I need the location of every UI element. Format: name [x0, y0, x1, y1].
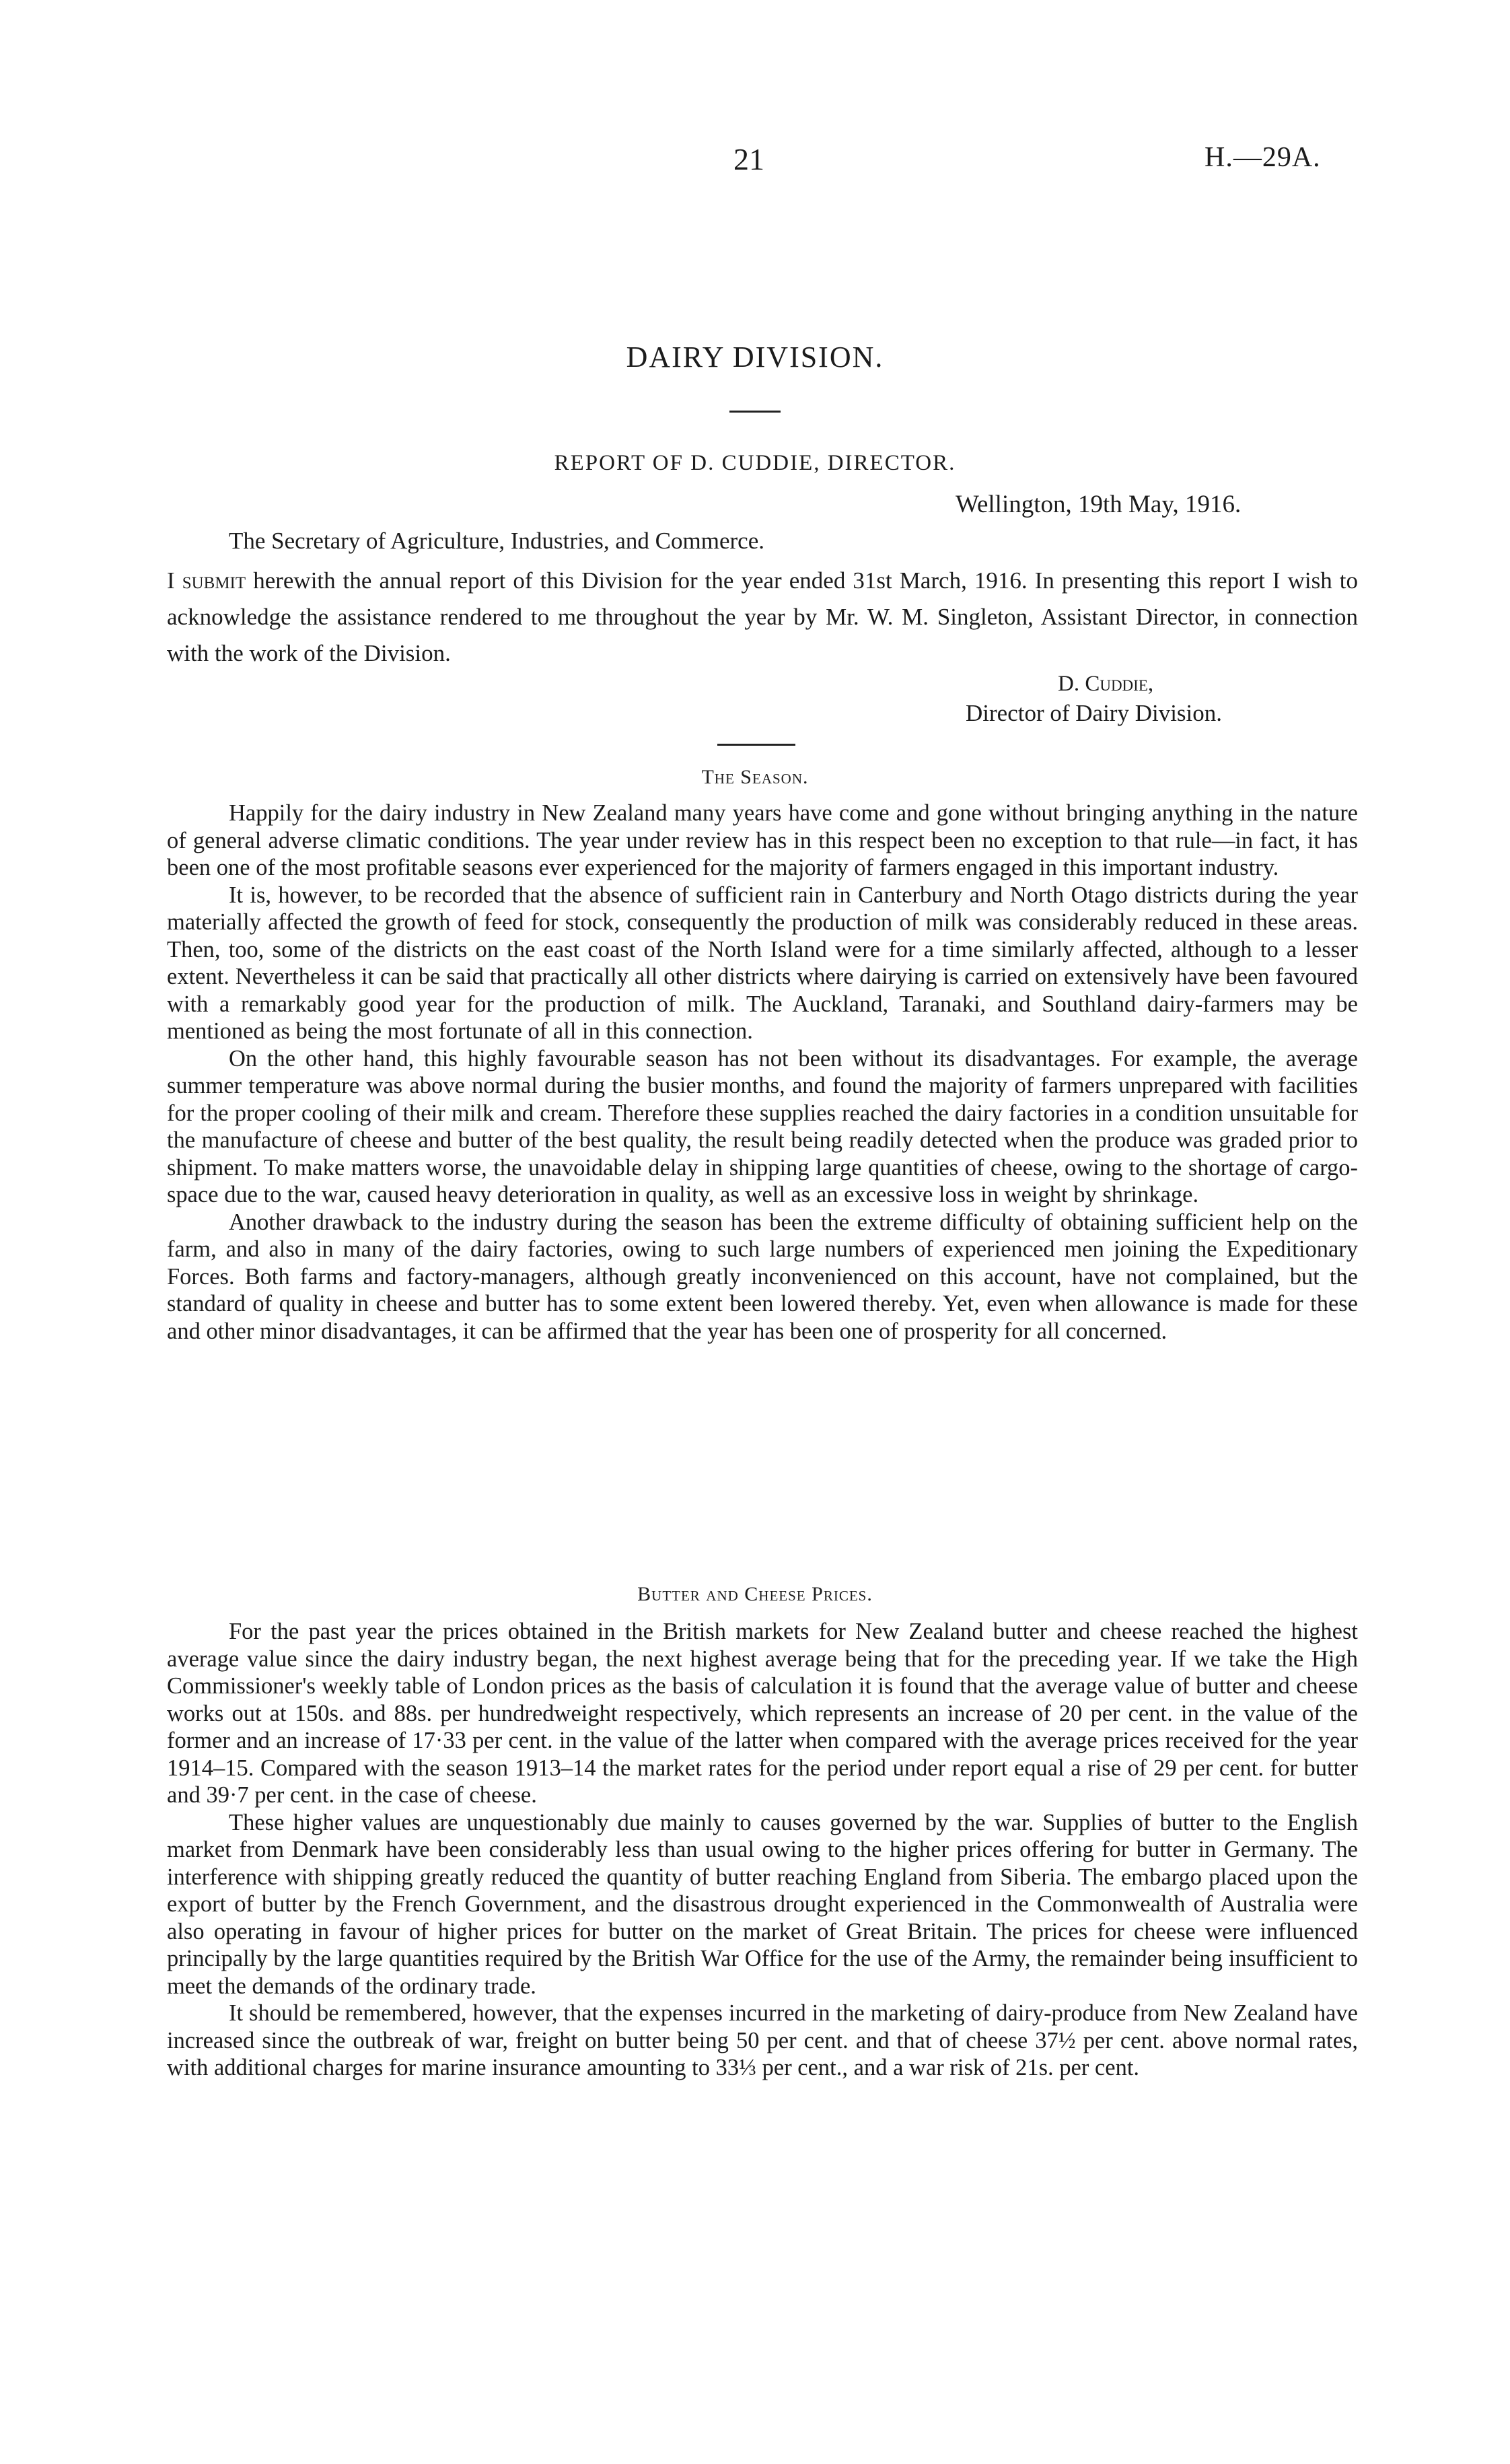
signature-title: Director of Dairy Division.	[966, 700, 1223, 726]
paragraph: It should be remembered, however, that the expenses incurred in the marketing of dairy-produce from New Zealand have increased since the outbreak of war, freight on butter being 50 per cent. and that of cheese 37½ per cent. above normal rates, with additional charges for marine insurance amounting to 33⅓ per cent., and a war risk of 21s. per cent.	[167, 2000, 1358, 2080]
addressee: The Secretary of Agriculture, Industries, and Commerce.	[229, 528, 764, 554]
paragraph: For the past year the prices obtained in the British markets for New Zealand butter and cheese reached the highest average value since the dairy industry began, the next highest average being that for the preceding year. If we take the High Commissioner's weekly table of London prices as the basis of calculation it is found that the average value of butter and cheese works out at 150s. and 88s. per hundredweight respectively, which represents an increase of 20 per cent. in the value of the former and an increase of 17·33 per cent. in the value of the latter when compared with the average prices received for the year 1914–15. Compared with the season 1913–14 the market rates for the period under report equal a rise of 29 per cent. for butter and 39·7 per cent. in the case of cheese.	[167, 1619, 1358, 1808]
report-heading: REPORT OF D. CUDDIE, DIRECTOR.	[554, 451, 956, 475]
intro-lead-word: I submit	[167, 567, 246, 594]
intro-paragraph	[167, 563, 1358, 672]
signature-name: D. Cuddie,	[1058, 672, 1154, 696]
page-number: 21	[733, 142, 764, 176]
paragraph: On the other hand, this highly favourable season has not been without its disadvantages. For example, the average summer temperature was above normal during the busier months, and found the majority of farmers unprepared with facilities for the proper cooling of their milk and cream. Therefore these supplies reached the dairy factories in a condition unsuitable for the manufacture of cheese and butter of the best quality, the result being readily detected when the produce was graded prior to shipment. To make matters worse, the unavoidable delay in shipping large quantities of cheese, owing to the shortage of cargo-space due to the war, caused heavy deterioration in quality, as well as an excessive loss in weight by shrinkage.	[167, 1045, 1358, 1207]
document-reference: H.—29A.	[1205, 142, 1321, 173]
page-title: DAIRY DIVISION.	[626, 341, 884, 374]
season-section	[167, 800, 1358, 1345]
section-heading-season: The Season.	[701, 766, 809, 788]
prices-section	[167, 1618, 1358, 2082]
paragraph: These higher values are unquestionably due mainly to causes governed by the war. Supplies of butter to the English market from Denmark have been considerably less than usual owing to the higher prices offering for butter in Germany. The interference with shipping greatly reduced the quantity of butter reaching England from Siberia. The embargo placed upon the export of butter by the French Government, and the disastrous drought experienced in the Commonwealth of Australia were also operating in favour of higher prices for butter on the market of Great Britain. The prices for cheese were influenced principally by the large quantities required by the British War Office for the use of the Army, the remainder being insufficient to meet the demands of the ordinary trade.	[167, 1809, 1358, 1999]
paragraph: Another drawback to the industry during the season has been the extreme difficulty of obtaining sufficient help on the farm, and also in many of the dairy factories, owing to such large numbers of experienced men joining the Expeditionary Forces. Both farms and factory-managers, although greatly inconvenienced on this account, have not complained, but the standard of quality in cheese and butter has to some extent been lowered thereby. Yet, even when allowance is made for these and other minor disadvantages, it can be affirmed that the year has been one of prosperity for all concerned.	[167, 1209, 1358, 1344]
date-line: Wellington, 19th May, 1916.	[956, 491, 1242, 518]
intro-text: herewith the annual report of this Division for the year ended 31st March, 1916. In presenting this report I wish to acknowledge the assistance rendered to me throughout the year by Mr. W. M. Singleton, Assistant Director, in connection with the work of the Division.	[167, 567, 1358, 666]
paragraph: It is, however, to be recorded that the absence of sufficient rain in Canterbury and North Otago districts during the year materially affected the growth of feed for stock, consequently the production of milk was considerably reduced in these areas. Then, too, some of the districts on the east coast of the North Island were for a time similarly affected, although to a lesser extent. Nevertheless it can be said that practically all other districts where dairying is carried on extensively have been favoured with a remarkably good year for the production of milk. The Auckland, Taranaki, and Southland dairy-farmers may be mentioned as being the most fortunate of all in this connection.	[167, 882, 1358, 1044]
divider	[717, 744, 795, 746]
section-heading-prices: Butter and Cheese Prices.	[637, 1583, 873, 1605]
paragraph: Happily for the dairy industry in New Zealand many years have come and gone without bringing anything in the nature of general adverse climatic conditions. The year under review has in this respect been no exception to that rule—in fact, it has been one of the most profitable seasons ever experienced for the majority of farmers engaged in this important industry.	[167, 800, 1358, 880]
divider	[729, 411, 781, 413]
